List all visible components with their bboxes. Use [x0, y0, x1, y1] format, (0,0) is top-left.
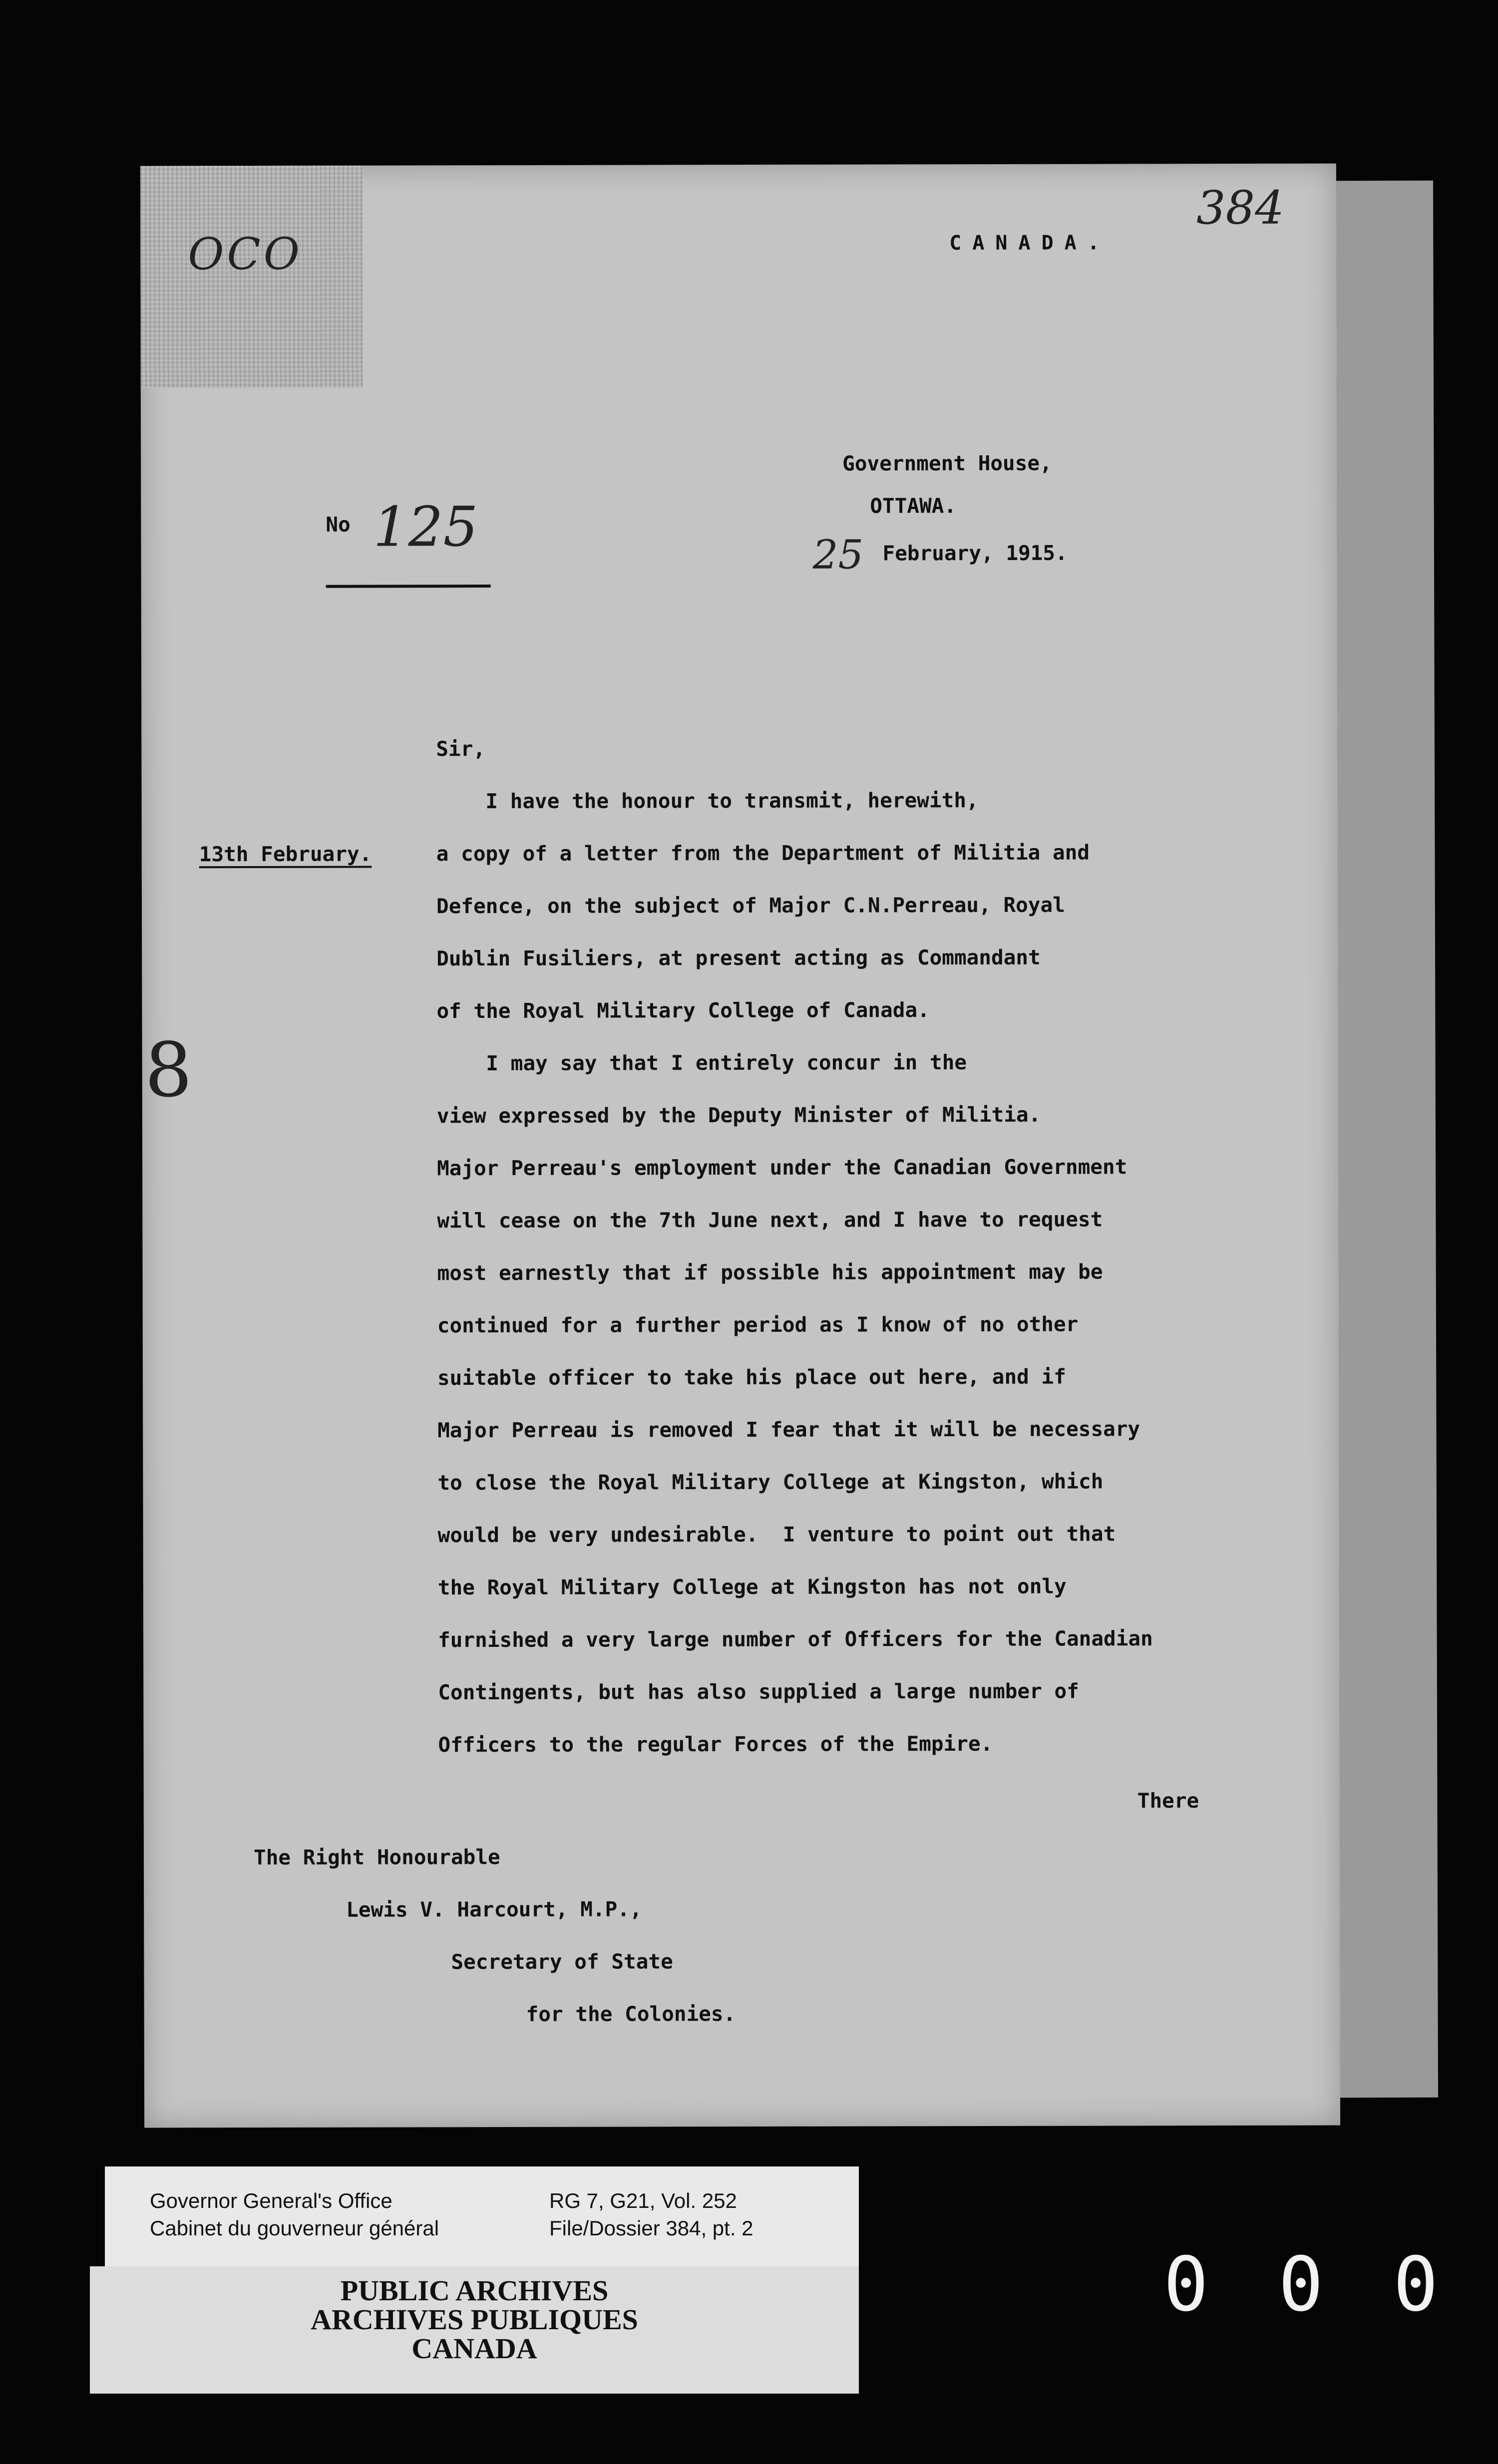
body-line: Contingents, but has also supplied a large number of	[438, 1679, 1079, 1705]
body-line: to close the Royal Military College at Kingston, which	[437, 1469, 1104, 1495]
body-line: suitable officer to take his place out here, and if	[437, 1364, 1066, 1390]
body-line: will cease on the 7th June next, and I have to request	[437, 1207, 1103, 1233]
office-name-fr: Cabinet du gouverneur général	[150, 2216, 439, 2240]
country-heading: CANADA.	[949, 231, 1111, 255]
date-month-year: February, 1915.	[882, 541, 1068, 566]
archives-name-en: PUBLIC ARCHIVES	[340, 2274, 609, 2307]
addressee-line-1: The Right Honourable	[253, 1845, 500, 1870]
archives-country: CANADA	[411, 2332, 537, 2365]
archives-stamp	[90, 2266, 859, 2394]
address-line-2: OTTAWA.	[870, 494, 957, 518]
frame-counter-digit: 0	[1278, 2241, 1324, 2328]
body-line: of the Royal Military College of Canada.	[436, 998, 930, 1023]
address-line-1: Government House,	[842, 451, 1052, 476]
body-line: most earnestly that if possible his appointment may be	[437, 1259, 1103, 1285]
addressee-line-2: Lewis V. Harcourt, M.P.,	[346, 1897, 642, 1922]
body-line: Major Perreau is removed I fear that it will be necessary	[437, 1417, 1140, 1443]
body-line: a copy of a letter from the Department of Militia and	[436, 840, 1090, 866]
frame-counter-digit: 0	[1393, 2241, 1439, 2328]
archive-number: 384	[1196, 181, 1284, 235]
body-line: Defence, on the subject of Major C.N.Perreau, Royal	[436, 893, 1065, 919]
body-line: I may say that I entirely concur in the	[436, 1050, 967, 1076]
margin-mark: 8	[144, 1027, 193, 1114]
office-name-en: Governor General's Office	[150, 2189, 392, 2212]
salutation: Sir,	[436, 737, 486, 761]
body-line: I have the honour to transmit, herewith,	[436, 788, 979, 814]
addressee-line-4: for the Colonies.	[526, 2002, 736, 2026]
body-line: furnished a very large number of Officers for the Canadian	[438, 1626, 1153, 1652]
margin-date-note: 13th February.	[199, 842, 372, 867]
letter-number: 125	[373, 495, 478, 559]
body-line: continued for a further period as I know of no other	[437, 1312, 1079, 1338]
frame-counter-digit: 0	[1163, 2241, 1209, 2328]
addressee-line-3: Secretary of State	[451, 1949, 673, 1974]
file-reference: File/Dossier 384, pt. 2	[549, 2216, 753, 2240]
record-group-reference: RG 7, G21, Vol. 252	[549, 2189, 737, 2212]
number-underline	[326, 585, 491, 588]
archive-reference-label	[105, 2166, 859, 2266]
corner-mark: OCO	[188, 228, 303, 280]
body-line: would be very undesirable. I venture to point out that	[437, 1522, 1116, 1547]
number-label: No	[326, 512, 351, 537]
body-line: Major Perreau's employment under the Canadian Government	[437, 1155, 1127, 1181]
body-line: the Royal Military College at Kingston has not only	[437, 1574, 1067, 1600]
body-line: view expressed by the Deputy Minister of Militia.	[436, 1102, 1041, 1128]
archives-name-fr: ARCHIVES PUBLIQUES	[311, 2303, 638, 2336]
catchword: There	[1137, 1789, 1199, 1813]
body-line: Dublin Fusiliers, at present acting as Commandant	[436, 945, 1041, 971]
body-line: Officers to the regular Forces of the Empire.	[438, 1731, 993, 1757]
letter-page	[140, 163, 1340, 2128]
date-day: 25	[812, 531, 864, 578]
